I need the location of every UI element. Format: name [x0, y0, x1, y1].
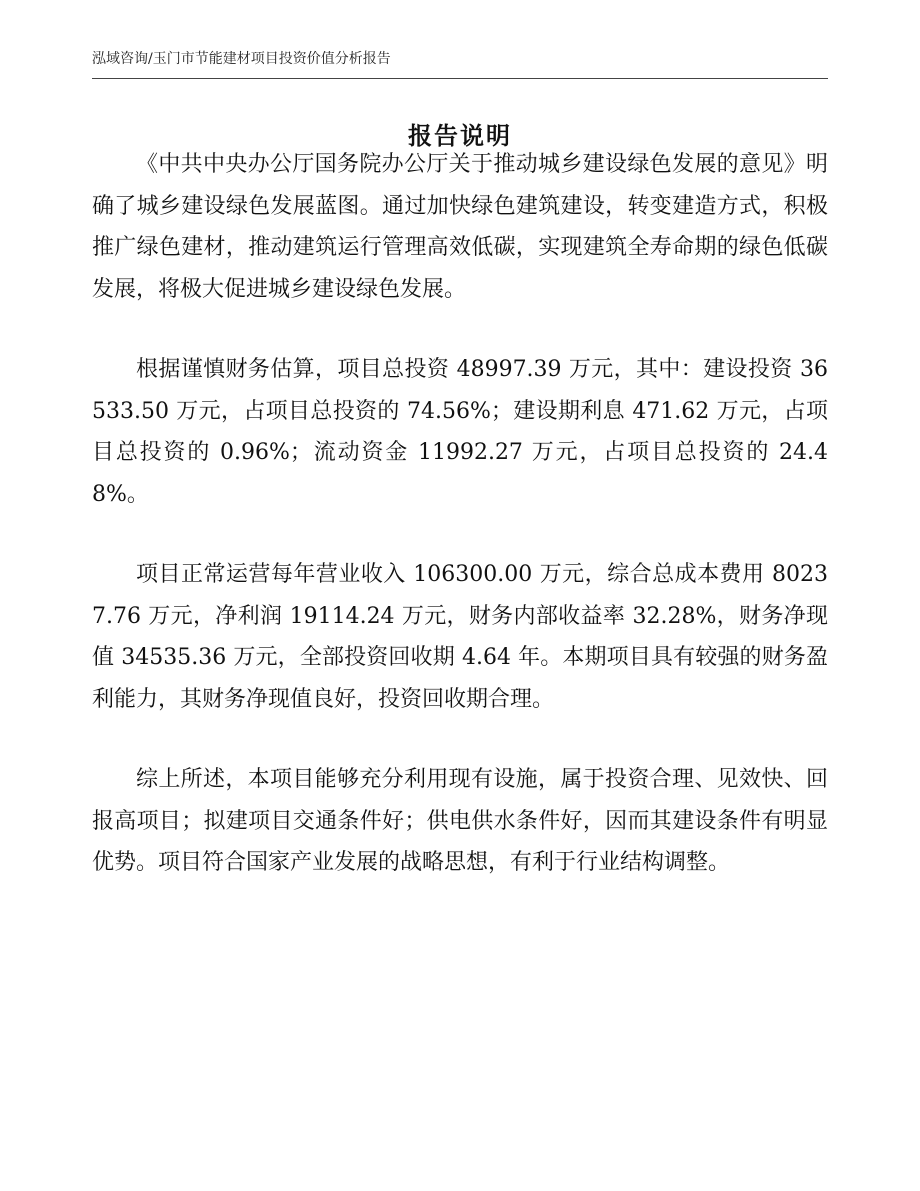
header-divider [92, 78, 828, 79]
running-header: 泓域咨询/玉门市节能建材项目投资价值分析报告 [92, 51, 391, 67]
paragraph-investment-estimate: 根据谨慎财务估算，项目总投资 48997.39 万元，其中：建设投资 36533.50 万元，占项目总投资的 74.56%；建设期利息 471.62 万元，占项目总投资的 0.96%；流动资金 11992.27 万元，占项目总投资的 24.48%。 [92, 357, 828, 507]
paragraph-financial-indicators: 项目正常运营每年营业收入 106300.00 万元，综合总成本费用 80237.76 万元，净利润 19114.24 万元，财务内部收益率 32.28%，财务净现值 34535.36 万元，全部投资回收期 4.64 年。本期项目具有较强的财务盈利能力，其财务净现值良好，投资回收期合理。 [92, 562, 828, 712]
paragraph-conclusion: 综上所述，本项目能够充分利用现有设施，属于投资合理、见效快、回报高项目；拟建项目交通条件好；供电供水条件好，因而其建设条件有明显优势。项目符合国家产业发展的战略思想，有利于行业结构调整。 [92, 767, 828, 875]
paragraph-policy-background: 《中共中央办公厅国务院办公厅关于推动城乡建设绿色发展的意见》明确了城乡建设绿色发展蓝图。通过加快绿色建筑建设，转变建造方式，积极推广绿色建材，推动建筑运行管理高效低碳，实现建筑全寿命期的绿色低碳发展，将极大促进城乡建设绿色发展。 [92, 152, 828, 302]
document-title: 报告说明 [408, 121, 512, 150]
document-body [92, 144, 828, 884]
